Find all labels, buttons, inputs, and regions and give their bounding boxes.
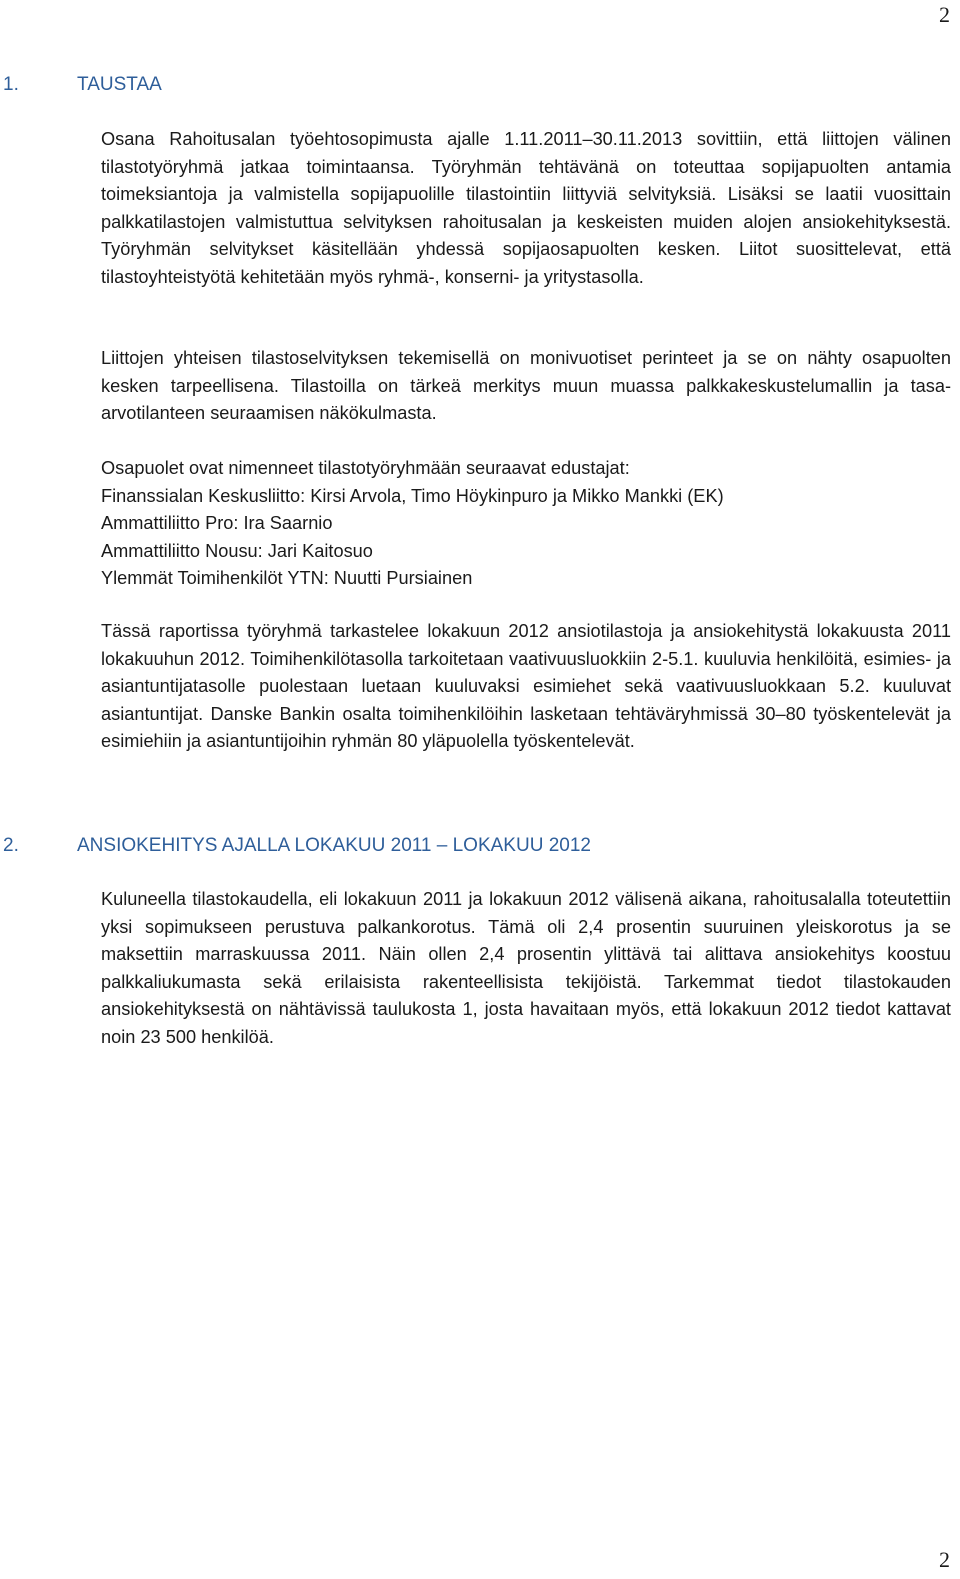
section-heading-1 bbox=[3, 75, 162, 94]
member-line: Ammattiliitto Pro: Ira Saarnio bbox=[101, 513, 333, 534]
paragraph-report-scope: Tässä raportissa työryhmä tarkastelee lokakuun 2012 ansiotilastoja ja ansiokehitystä lokakuusta 2011 lokakuuhun 2012. Toimihenkilötasolla tarkoitetaan vaativuusluokkiin 2-5.1. kuuluvia henkilöitä, esimies- ja asiantuntijatasolle puolestaan luetaan kuuluvaksi esimiehet sekä vaativuusluokkaan 5.2. kuuluvat asiantuntijat. Danske Bankin osalta toimihenkilöihin lasketaan tehtäväryhmissä 30–80 työskentelevät ja esimiehiin ja asiantuntijoihin ryhmän 80 yläpuolella työskentelevät. bbox=[101, 621, 951, 752]
member-line: Finanssialan Keskusliitto: Kirsi Arvola, Timo Höykinpuro ja Mikko Mankki (EK) bbox=[101, 485, 724, 506]
section-number: 2. bbox=[3, 835, 19, 856]
section-heading-2 bbox=[3, 836, 591, 855]
member-line: Ylemmät Toimihenkilöt YTN: Nuutti Pursiainen bbox=[101, 568, 473, 589]
section-title: ANSIOKEHITYS AJALLA LOKAKUU 2011 – LOKAKUU 2012 bbox=[77, 835, 591, 856]
page-number-top: 2 bbox=[939, 2, 950, 27]
page-number-bottom: 2 bbox=[939, 1547, 950, 1572]
paragraph-tradition: Liittojen yhteisen tilastoselvityksen tekemisellä on monivuotiset perinteet ja se on nähty osapuolten kesken tarpeellisena. Tilastoilla on tärkeä merkitys muun muassa palkkakeskustelumallin ja tasa-arvotilanteen seuraamisen näkökulmasta. bbox=[101, 348, 951, 424]
paragraph-earnings-development: Kuluneella tilastokaudella, eli lokakuun 2011 ja lokakuun 2012 välisenä aikana, rahoitusalalla toteutettiin yksi sopimukseen perustuva palkankorotus. Tämä oli 2,4 prosentin suuruinen yleiskorotus ja se maksettiin marraskuussa 2011. Näin ollen 2,4 prosentin ylittävä tai alittava ansiokehitys koostuu palkkaliukumasta sekä erilaisista rakenteellisista tekijöistä. Tarkemmat tiedot tilastokauden ansiokehityksestä on nähtävissä taulukosta 1, josta havaitaan myös, että lokakuun 2012 tiedot kattavat noin 23 500 henkilöä. bbox=[101, 889, 951, 1047]
paragraph-background: Osana Rahoitusalan työehtosopimusta ajalle 1.11.2011–30.11.2013 sovittiin, että liittojen välinen tilastotyöryhmä jatkaa toimintaansa. Työryhmän tehtävänä on toteuttaa sopijapuolten antamia toimeksiantoja ja valmistella sopijapuolille tilastointiin liittyviä selvityksiä. Lisäksi se laatii vuosittain palkkatilastojen valmistuttua selvityksen rahoitusalan ja keskeisten muiden alojen ansiokehityksestä. Työryhmän selvitykset käsitellään yhdessä sopijaosapuolten kesken. Liitot suosittelevat, että tilastoyhteistyötä kehitetään myös ryhmä-, konserni- ja yritystasolla. bbox=[101, 129, 951, 287]
section-title: TAUSTAA bbox=[77, 74, 162, 95]
members-block bbox=[101, 455, 951, 593]
members-intro: Osapuolet ovat nimenneet tilastotyöryhmään seuraavat edustajat: bbox=[101, 458, 630, 478]
member-line: Ammattiliitto Nousu: Jari Kaitosuo bbox=[101, 540, 373, 561]
section-number: 1. bbox=[3, 74, 19, 95]
